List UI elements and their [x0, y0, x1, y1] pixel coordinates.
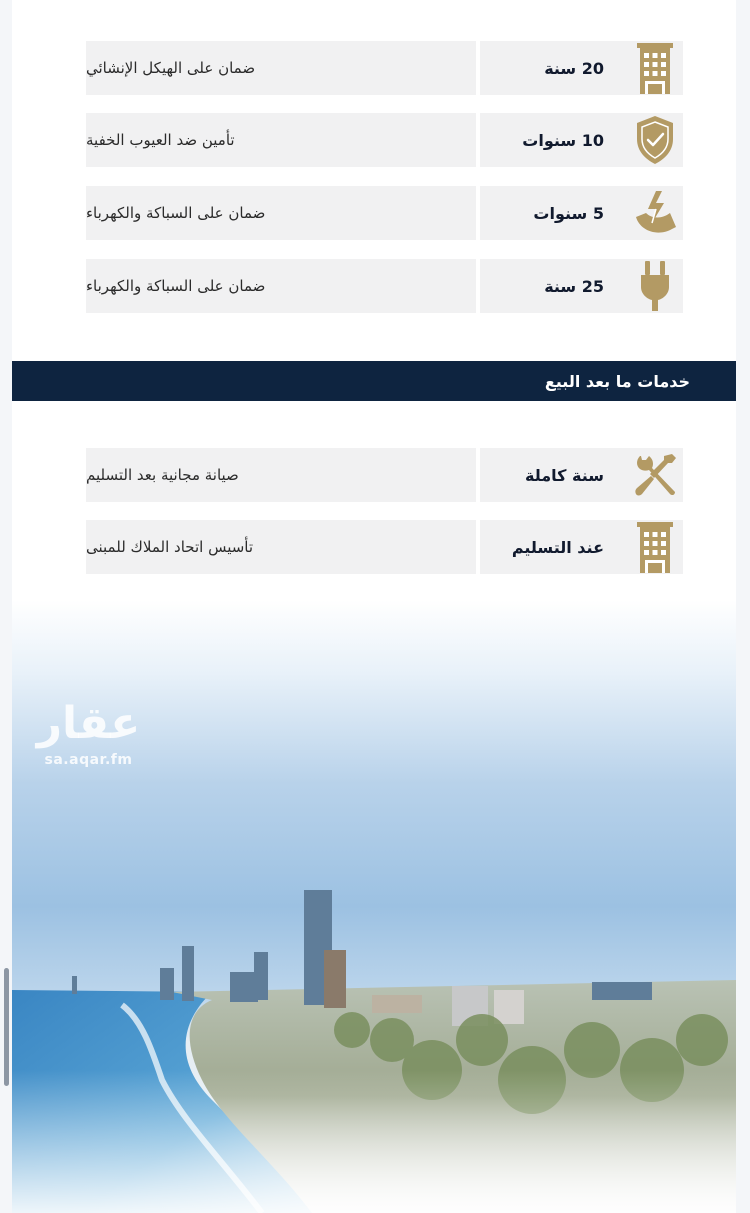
warranty-duration: 20 سنة: [544, 58, 604, 78]
after-sales-row-maintenance: [86, 448, 683, 502]
shield-check-icon: [632, 113, 678, 167]
watermark-url: sa.aqar.fm: [44, 752, 133, 768]
electric-plug-icon: [632, 259, 678, 313]
warranty-duration: 5 سنوات: [533, 203, 604, 223]
warranty-row-electric: [86, 259, 683, 313]
watermark-logo-text: عقار: [36, 698, 141, 749]
service-description: تأسيس اتحاد الملاك للمبنى: [86, 520, 476, 574]
wrench-screwdriver-icon: [632, 448, 678, 502]
scrollbar-thumb[interactable]: [4, 968, 9, 1086]
building-icon: [632, 520, 678, 574]
after-sales-title: خدمات ما بعد البيع: [544, 371, 690, 391]
warranty-description: ضمان على السباكة والكهرباء: [86, 259, 476, 313]
after-sales-row-owners-union: [86, 520, 683, 574]
plumbing-pipe-icon: [632, 186, 678, 240]
warranty-row-plumbing: [86, 186, 683, 240]
city-skyline-image: [12, 600, 736, 1213]
service-description: صيانة مجانية بعد التسليم: [86, 448, 476, 502]
service-duration: سنة كاملة: [525, 465, 604, 485]
warranty-description: ضمان على الهيكل الإنشائي: [86, 41, 476, 95]
warranty-description: ضمان على السباكة والكهرباء: [86, 186, 476, 240]
warranty-description: تأمين ضد العيوب الخفية: [86, 113, 476, 167]
warranty-row-defects: [86, 113, 683, 167]
service-duration: عند التسليم: [511, 537, 604, 557]
warranty-duration: 25 سنة: [544, 276, 604, 296]
building-icon: [632, 41, 678, 95]
warranty-duration: 10 سنوات: [522, 130, 604, 150]
warranty-row-structure: [86, 41, 683, 95]
after-sales-header: [12, 361, 736, 401]
aqar-watermark: [26, 700, 151, 780]
content-page: [12, 0, 736, 1213]
